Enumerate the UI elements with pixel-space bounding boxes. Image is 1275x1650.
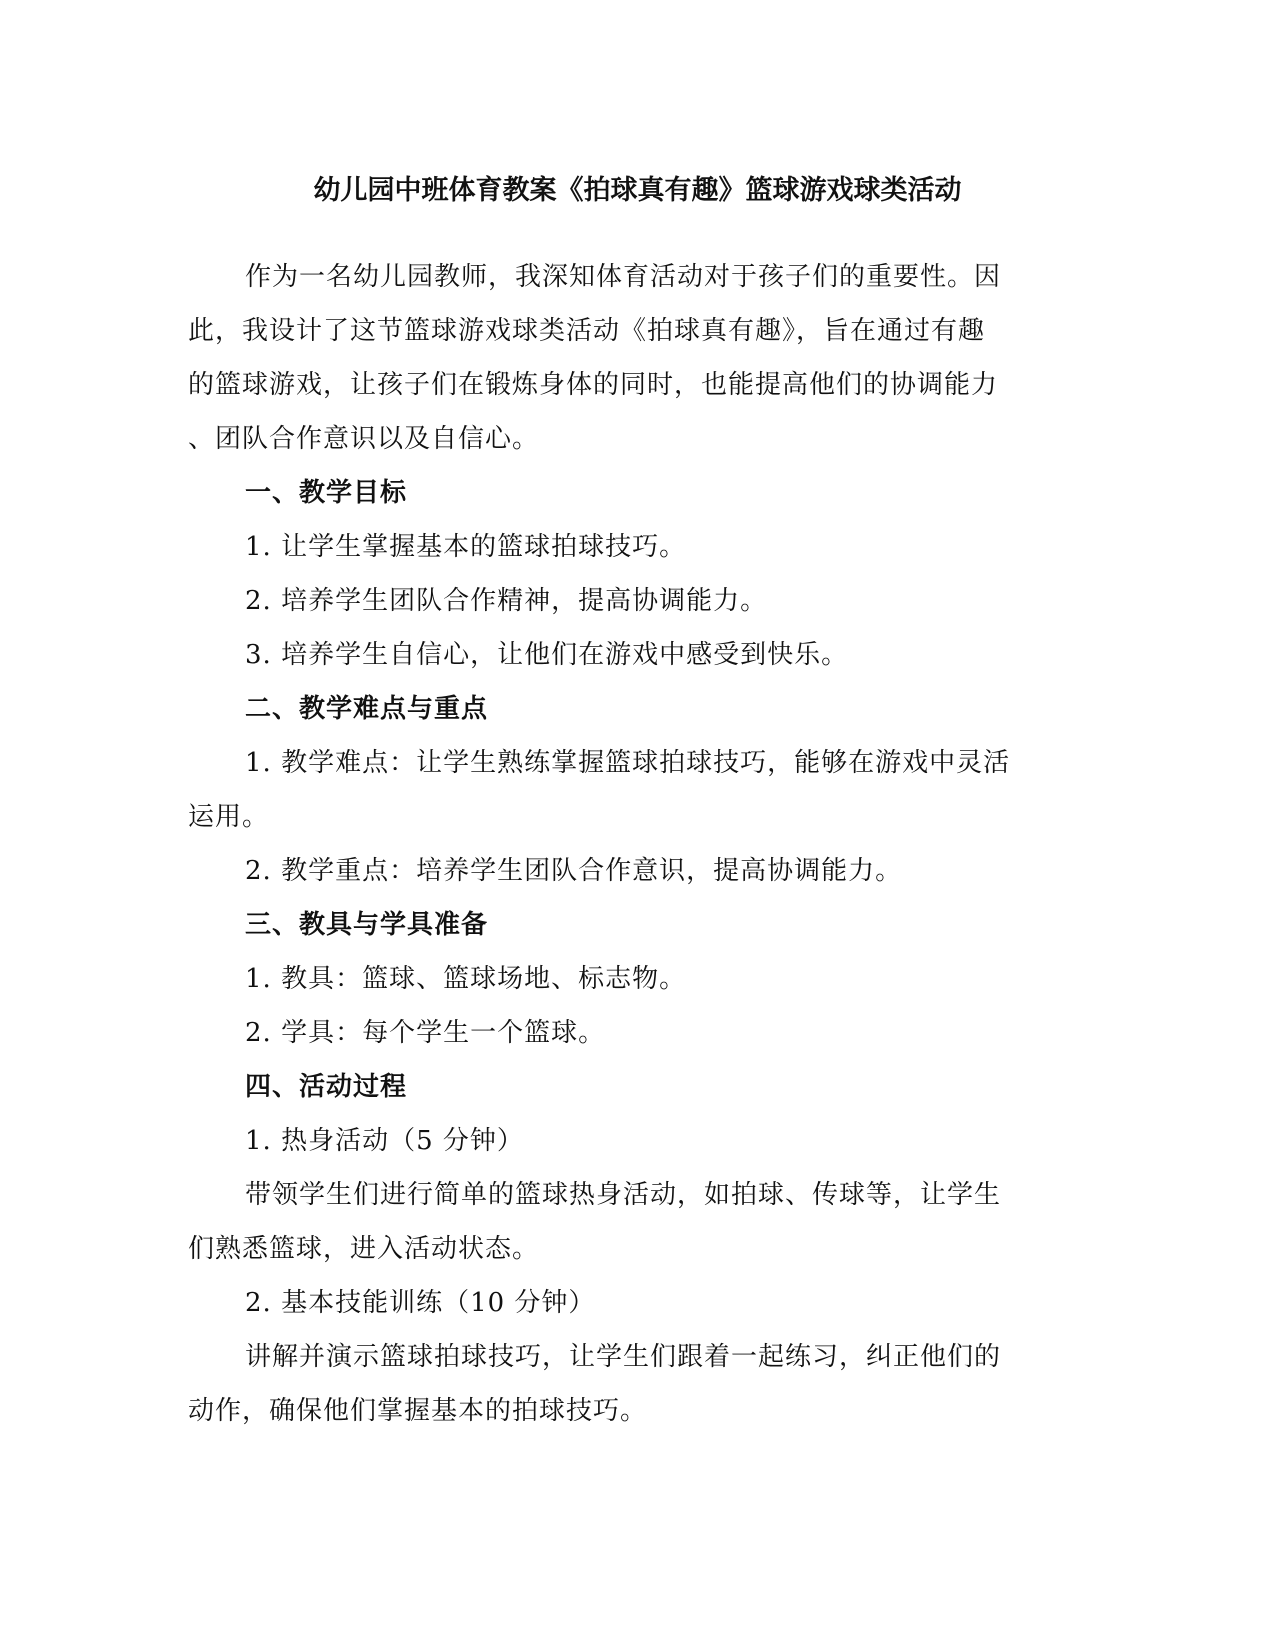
list-item: 2. 学具：每个学生一个篮球。 [245,1018,606,1048]
list-item: 1. 教具：篮球、篮球场地、标志物。 [245,964,687,994]
paragraph-line: 动作，确保他们掌握基本的拍球技巧。 [188,1396,648,1426]
intro-line: 、团队合作意识以及自信心。 [188,424,540,454]
list-item: 2. 基本技能训练（10 分钟） [245,1288,596,1318]
intro-line: 此，我设计了这节篮球游戏球类活动《拍球真有趣》，旨在通过有趣 [188,316,986,346]
section-heading: 二、教学难点与重点 [245,694,489,724]
list-item: 2. 培养学生团队合作精神，提高协调能力。 [245,586,768,616]
list-item: 2. 教学重点：培养学生团队合作意识，提高协调能力。 [245,856,903,886]
list-item: 3. 培养学生自信心，让他们在游戏中感受到快乐。 [245,640,849,670]
document-title: 幼儿园中班体育教案《拍球真有趣》篮球游戏球类活动 [313,175,962,206]
paragraph-line: 们熟悉篮球，进入活动状态。 [188,1234,540,1264]
intro-line: 作为一名幼儿园教师，我深知体育活动对于孩子们的重要性。因 [245,262,1002,292]
paragraph-line: 带领学生们进行简单的篮球热身活动，如拍球、传球等，让学生 [245,1180,1002,1210]
list-item: 1. 教学难点：让学生熟练掌握篮球拍球技巧，能够在游戏中灵活 [245,748,1011,778]
list-item-continuation: 运用。 [188,802,270,832]
list-item: 1. 热身活动（5 分钟） [245,1126,524,1156]
section-heading: 四、活动过程 [245,1072,408,1102]
paragraph-line: 讲解并演示篮球拍球技巧，让学生们跟着一起练习，纠正他们的 [245,1342,1002,1372]
section-heading: 一、教学目标 [245,478,408,508]
list-item: 1. 让学生掌握基本的篮球拍球技巧。 [245,532,687,562]
intro-line: 的篮球游戏，让孩子们在锻炼身体的同时，也能提高他们的协调能力 [188,370,999,400]
section-heading: 三、教具与学具准备 [245,910,489,940]
